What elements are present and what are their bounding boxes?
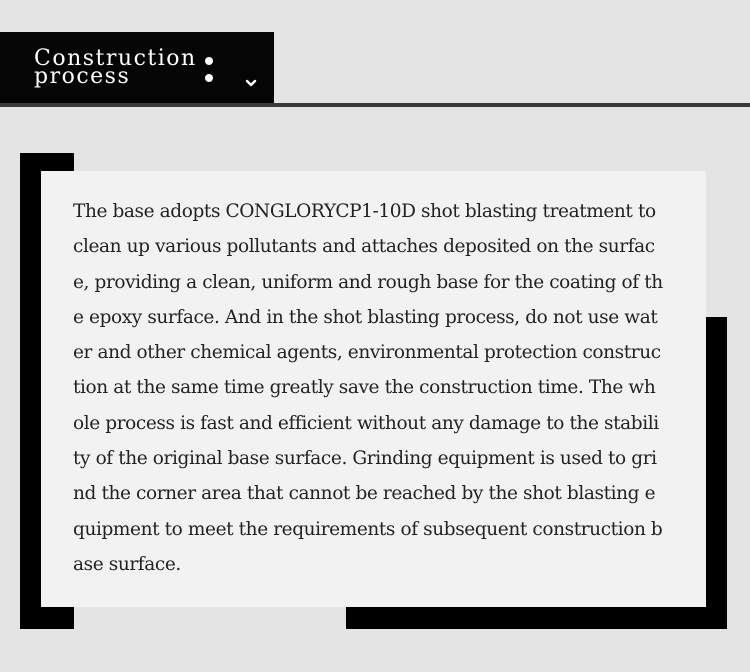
expand-toggle-button[interactable] [241, 74, 261, 94]
header-divider [0, 103, 750, 107]
vertical-dots-icon [205, 57, 213, 83]
chevron-down-icon [241, 74, 261, 94]
section-title-line-1: Construction [34, 46, 197, 71]
content-card [41, 171, 706, 607]
section-title [34, 46, 197, 89]
process-description: The base adopts CONGLORYCP1-10D shot blasting treatment to clean up various pollutants and attaches deposited on the surface, providing a clean, uniform and rough base for the coating of the epoxy surface. And in the shot blasting process, do not use water and other chemical agents, environmental protection construction at the same time greatly save the construction time. The whole process is fast and efficient without any damage to the stability of the original base surface. Grinding equipment is used to grind the corner area that cannot be reached by the shot blasting equipment to meet the requirements of subsequent construction base surface. [73, 201, 663, 575]
section-title-line-2: process [34, 64, 131, 89]
